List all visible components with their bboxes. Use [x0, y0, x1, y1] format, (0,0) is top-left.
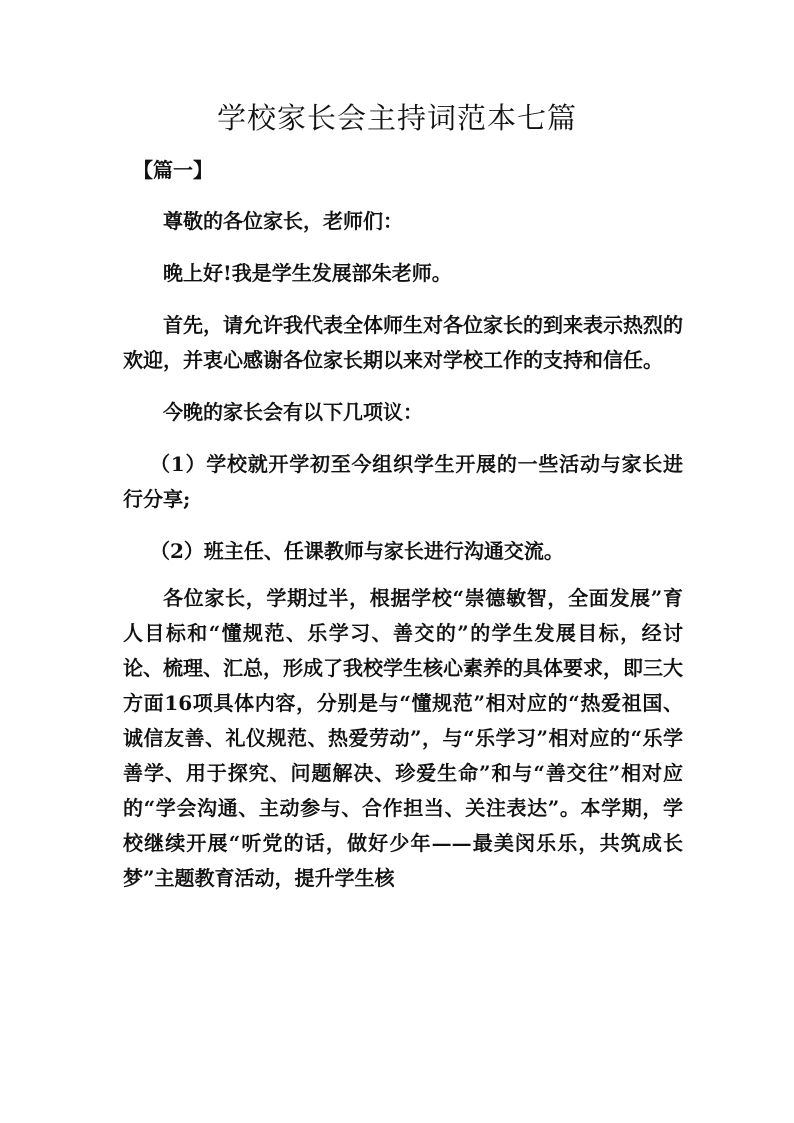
- document-body: [123, 204, 683, 913]
- agenda-item-1: （1）学校就开学初至今组织学生开展的一些活动与家长进行分享;: [123, 452, 683, 511]
- welcome-paragraph: 首先，请允许我代表全体师生对各位家长的到来表示热烈的欢迎，并衷心感谢各位家长期以来对学校工作的支持和信任。: [123, 313, 683, 372]
- main-paragraph: 各位家长，学期过半，根据学校“崇德敏智，全面发展”育人目标和“懂规范、乐学习、善交的”的学生发展目标，经讨论、梳理、汇总，形成了我校学生核心素养的具体要求，即三大方面16项具体内容，分别是与“懂规范”相对应的“热爱祖国、诚信友善、礼仪规范、热爱劳动”，与“乐学习”相对应的“乐学善学、用于探究、问题解决、珍爱生命”和与“善交往”相对应的“学会沟通、主动参与、合作担当、关注表达”。本学期，学校继续开展“听党的话，做好少年——最美闵乐乐，共筑成长梦”主题教育活动，提升学生核: [123, 586, 683, 890]
- agenda-item-2: （2）班主任、任课教师与家长进行沟通交流。: [150, 539, 564, 563]
- section-label: 【篇一】: [133, 158, 213, 182]
- salutation-paragraph: 尊敬的各位家长，老师们：: [163, 209, 403, 233]
- greeting-paragraph: 晚上好!我是学生发展部朱老师。: [163, 261, 452, 285]
- document-title: 学校家长会主持词范本七篇: [216, 101, 577, 135]
- agenda-intro-paragraph: 今晚的家长会有以下几项议：: [163, 400, 423, 424]
